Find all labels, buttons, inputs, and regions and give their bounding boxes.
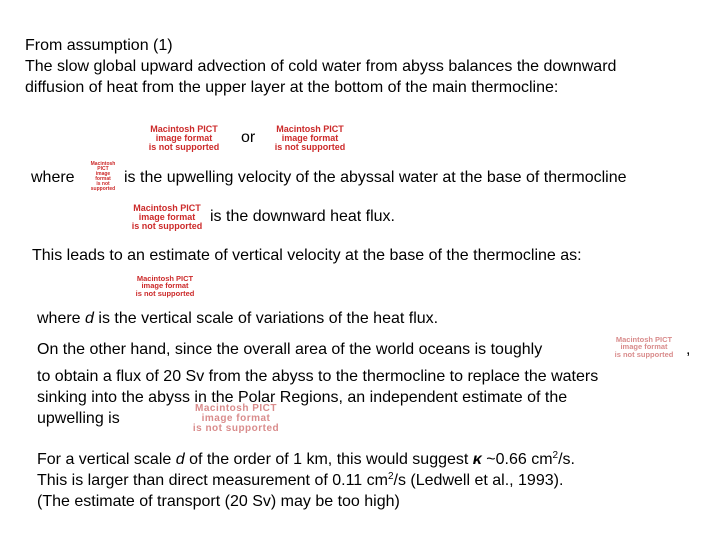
equation-image-left xyxy=(134,125,234,151)
intro-line-3: diffusion of heat from the upper layer at the bottom of the main thermocline: xyxy=(25,79,559,96)
pict-text: Macintosh PICT image format is not supported xyxy=(131,202,203,231)
pict-text: Macintosh PICT image format is not supported xyxy=(135,273,195,298)
intro-line-2: The slow global upward advection of cold water from abyss balances the downward xyxy=(25,58,617,75)
pict-text: Macintosh PICT image format is not supported xyxy=(148,123,220,152)
pict-text: Macintosh PICT image format is not supported xyxy=(90,161,116,192)
equation-image-right xyxy=(263,125,357,151)
conclusion-line-2: This is larger than direct measurement of 0.11 $cm^2/s$ (Ledwell et al., 1993). xyxy=(37,471,564,489)
flux-para-line-1: to obtain a flux of 20 Sv from the abyss to the thermocline to replace the waters xyxy=(37,368,599,385)
heat-flux-symbol-image xyxy=(130,204,204,230)
other-hand-comma: , xyxy=(686,341,691,358)
upwelling-description: is the upwelling velocity of the abyssal water at the base of thermocline xyxy=(124,169,627,186)
conclusion-line-3: (The estimate of transport (20 Sv) may be too high) xyxy=(37,493,400,510)
ocean-area-image xyxy=(603,335,685,359)
upwelling-symbol-image xyxy=(88,161,118,192)
heat-flux-description: is the downward heat flux. xyxy=(210,208,395,225)
where-label: where xyxy=(31,169,75,186)
intro-line-1: From assumption (1) xyxy=(25,37,173,54)
or-text: or xyxy=(241,129,256,146)
estimate-text: This leads to an estimate of vertical velocity at the base of the thermocline as: xyxy=(32,247,582,264)
pict-text: Macintosh PICT image format is not supported xyxy=(274,123,346,152)
pict-text: Macintosh PICT image format is not supported xyxy=(614,334,674,359)
pict-text: Macintosh PICT image format is not supported xyxy=(192,403,280,434)
other-hand-text: On the other hand, since the overall area of the world oceans is toughly xyxy=(37,341,543,358)
conclusion-line-1: For a vertical scale d of the order of 1 km, this would suggest κ ~0.66 $cm^2/s$. xyxy=(37,450,575,468)
flux-para-line-2: sinking into the abyss in the Polar Regions, an independent estimate of the xyxy=(37,389,568,406)
upwelling-estimate-image xyxy=(144,404,328,434)
flux-para-line-3: upwelling is xyxy=(37,410,120,427)
vertical-scale-line: where d is the vertical scale of variations of the heat flux. xyxy=(37,310,439,327)
velocity-estimate-image xyxy=(133,274,197,298)
